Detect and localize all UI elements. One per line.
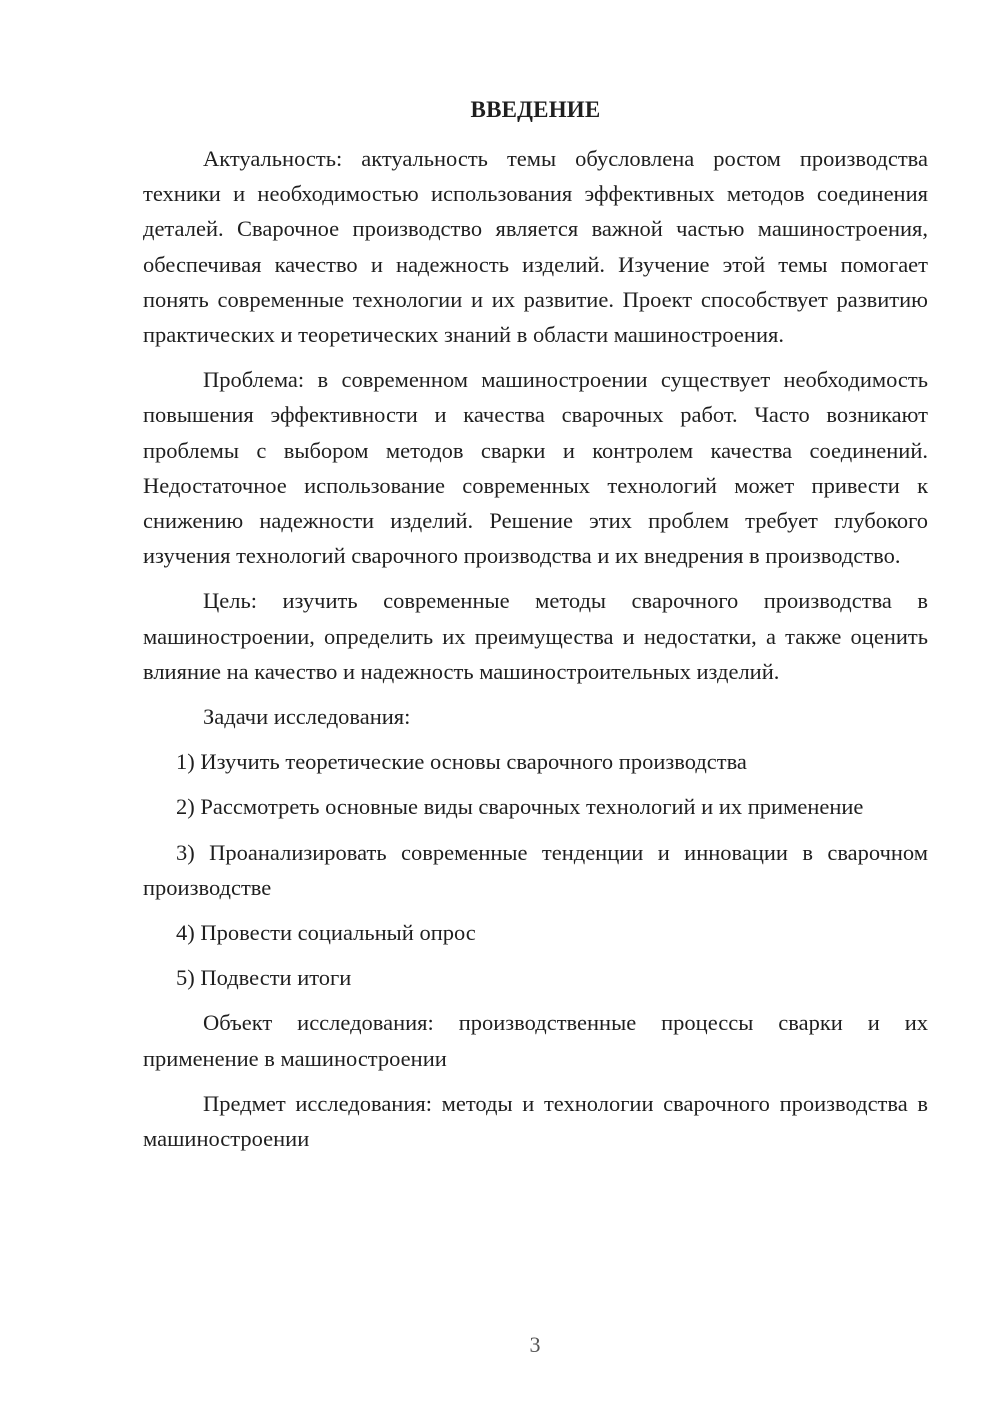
page-title: ВВЕДЕНИЕ — [470, 97, 601, 122]
tasks-heading: Задачи исследования: — [203, 704, 411, 730]
paragraph-object: Объект исследования: производственные процессы сварки и их применение в машиностроении — [143, 1010, 928, 1071]
paragraph-relevance: Актуальность: актуальность темы обусловлена ростом производства техники и необходимостью использования эффективных методов соединения деталей. Сварочное производство является важной частью машиностроения, обеспечивая качество и надежность изделий. Изучение этой темы помогает понять современные технологии и их развитие. Проект способствует развитию практических и теоретических знаний в области машиностроения. — [143, 146, 928, 348]
task-item-5: 5) Подвести итоги — [176, 965, 352, 991]
paragraph-problem: Проблема: в современном машиностроении существует необходимость повышения эффективности и качества сварочных работ. Часто возникают проблемы с выбором методов сварки и контролем качества соединений. Недостаточное использование современных технологий может привести к снижению надежности изделий. Решение этих проблем требует глубокого изучения технологий сварочного производства и их внедрения в производство. — [143, 367, 928, 569]
document-page — [143, 92, 928, 1166]
task-item-3: 3) Проанализировать современные тенденции и инновации в сварочном производстве — [143, 839, 928, 900]
paragraph-subject: Предмет исследования: методы и технологии сварочного производства в машиностроении — [143, 1090, 928, 1152]
page-number: 3 — [529, 1332, 541, 1357]
task-item-1: 1) Изучить теоретические основы сварочного производства — [176, 749, 747, 775]
paragraph-goal: Цель: изучить современные методы сварочного производства в машиностроении, определить их преимущества и недостатки, а также оценить влияние на качество и надежность машиностроительных изделий. — [143, 588, 928, 684]
task-item-4: 4) Провести социальный опрос — [176, 920, 476, 946]
task-item-2: 2) Рассмотреть основные виды сварочных технологий и их применение — [176, 794, 864, 820]
